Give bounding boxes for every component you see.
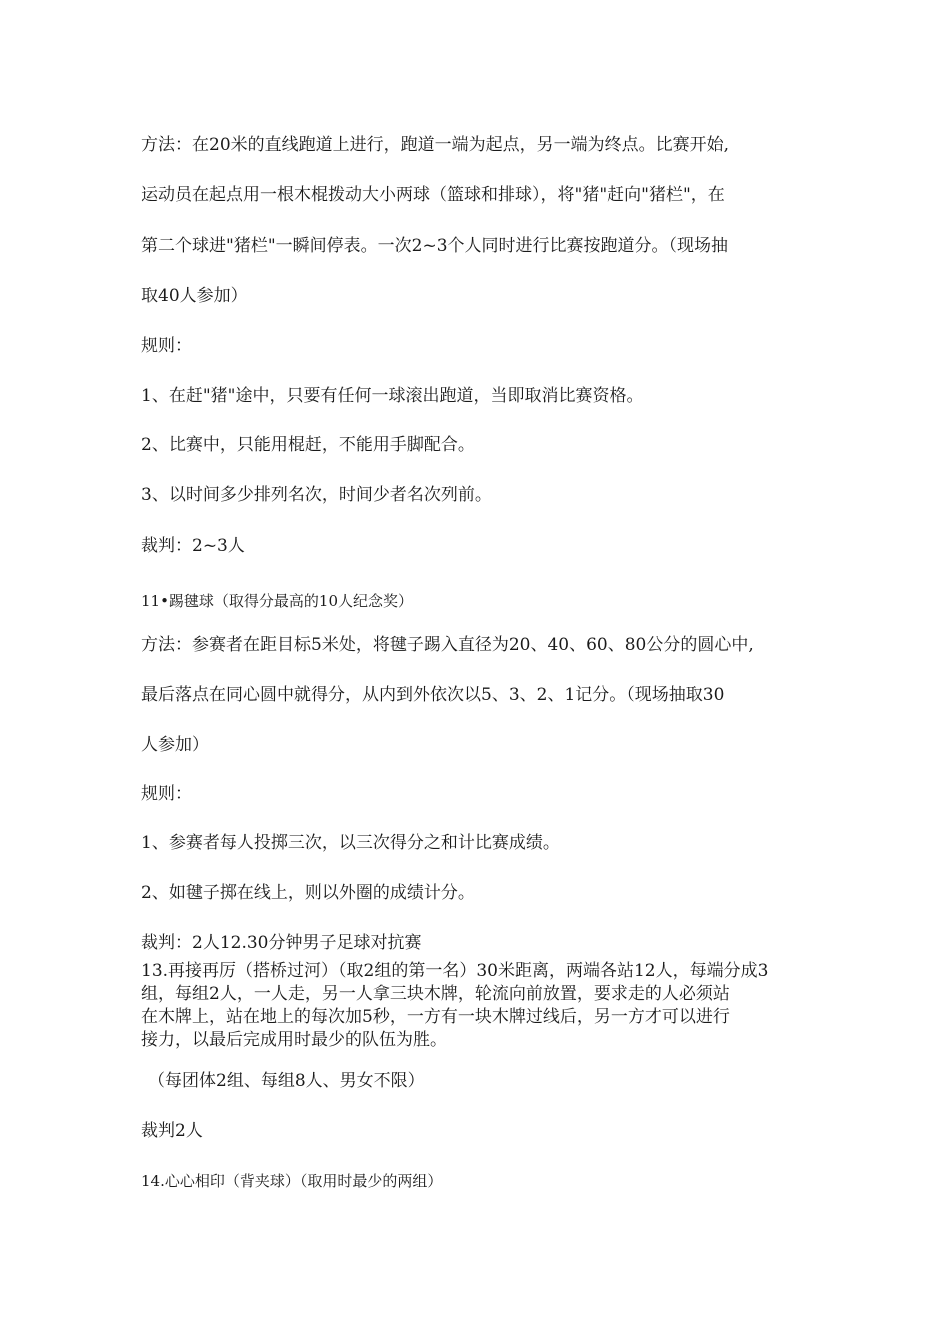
rule-item: 1、在赶"猪"途中，只要有任何一球滚出跑道，当即取消比赛资格。 (141, 386, 644, 406)
rules-heading: 规则： (141, 336, 192, 356)
rule-item: 2、如毽子掷在线上，则以外圈的成绩计分。 (141, 883, 475, 903)
rule-item: 3、以时间多少排列名次，时间少者名次列前。 (141, 485, 492, 505)
rules-heading: 规则： (141, 784, 192, 804)
paragraph-line: 组，每组2人，一人走，另一人拿三块木牌，轮流向前放置，要求走的人必须站 (141, 984, 730, 1004)
method-line: 运动员在起点用一根木棍拨动大小两球（篮球和排球），将"猪"赶向"猪栏"，在 (141, 185, 725, 205)
method-line: 人参加） (141, 735, 209, 755)
referee-line: 裁判：2人12.30分钟男子足球对抗赛 (141, 933, 422, 953)
method-line: 最后落点在同心圆中就得分，从内到外依次以5、3、2、1记分。（现场抽取30 (141, 685, 725, 705)
group-note: （每团体2组、每组8人、男女不限） (148, 1071, 425, 1091)
referee-line: 裁判：2~3人 (141, 536, 245, 556)
paragraph-line: 接力，以最后完成用时最少的队伍为胜。 (141, 1030, 447, 1050)
section-title: 14.心心相印（背夹球）（取用时最少的两组） (141, 1172, 443, 1190)
method-line: 方法：在20米的直线跑道上进行，跑道一端为起点，另一端为终点。比赛开始, (141, 135, 730, 155)
rule-item: 1、参赛者每人投掷三次，以三次得分之和计比赛成绩。 (141, 833, 560, 853)
paragraph-line: 13.再接再厉（搭桥过河）（取2组的第一名）30米距离，两端各站12人，每端分成3 (141, 961, 769, 981)
method-line: 方法：参赛者在距目标5米处，将毽子踢入直径为20、40、60、80公分的圆心中, (141, 635, 754, 655)
method-line: 取40人参加） (141, 286, 248, 306)
section-title: 11•踢毽球（取得分最高的10人纪念奖） (141, 592, 414, 610)
method-line: 第二个球进"猪栏"一瞬间停表。一次2~3个人同时进行比赛按跑道分。（现场抽 (141, 236, 729, 256)
paragraph-line: 在木牌上，站在地上的每次加5秒，一方有一块木牌过线后，另一方才可以进行 (141, 1007, 730, 1027)
rule-item: 2、比赛中，只能用棍赶，不能用手脚配合。 (141, 435, 475, 455)
referee-line: 裁判2人 (141, 1121, 203, 1141)
